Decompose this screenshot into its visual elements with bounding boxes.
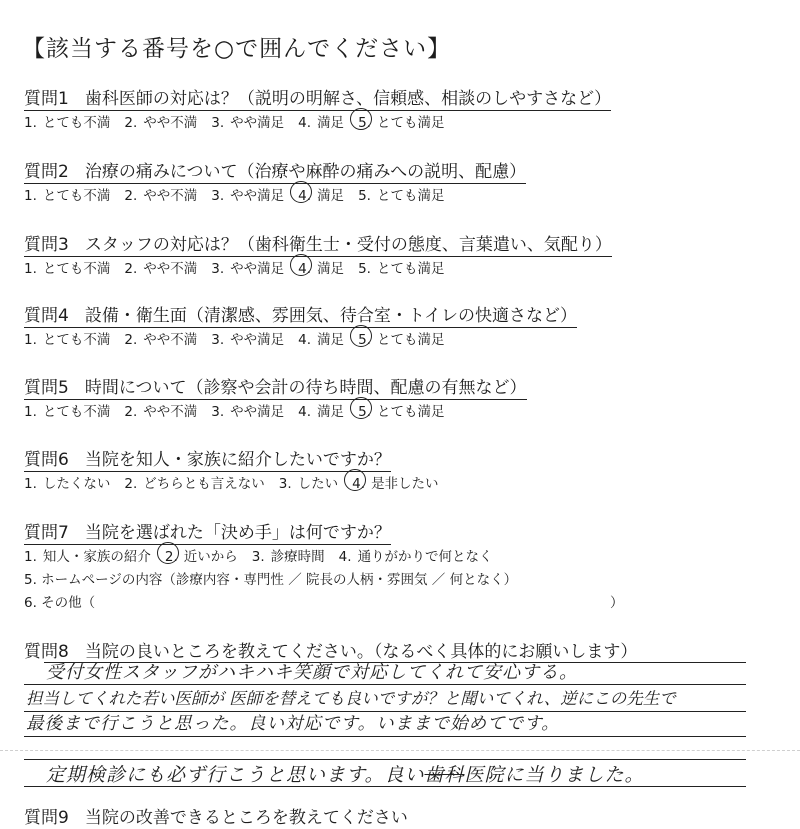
option-number: 2. [124, 404, 138, 420]
answer-options [24, 545, 507, 565]
option-label: やや不満 [143, 261, 198, 277]
handwritten-note-start: 定期検診にも必ず行こうと思います。良い [46, 764, 425, 786]
question-text: 当院の良いところを教えてください。（なるべく具体的にお願いします） [84, 642, 638, 662]
option-number: 3. [251, 549, 265, 565]
option-number: 4. [352, 476, 366, 492]
question-heading [24, 84, 611, 111]
handwritten-answer-line-2: 担当してくれた若い医師が 医師を替えても良いですが？と聞いてくれ、逆にこの先生で [26, 689, 676, 708]
answer-options [24, 257, 458, 277]
option-label: 近いから [183, 549, 238, 565]
answer-option[interactable] [124, 184, 197, 204]
answer-option[interactable] [24, 328, 110, 348]
option-label: とても満足 [376, 332, 445, 348]
option-label: とても不満 [42, 404, 111, 420]
question-heading [24, 803, 408, 829]
option-number: 4. [298, 332, 312, 348]
option-number: 1. [24, 549, 37, 565]
answer-option[interactable] [165, 545, 238, 565]
option-label: やや満足 [230, 261, 285, 277]
option-label: やや不満 [143, 115, 198, 131]
answer-option[interactable] [358, 184, 444, 204]
option-number: 1. [24, 188, 37, 204]
option-label: 満足 [317, 404, 345, 420]
question-number: 質問8 [24, 642, 69, 662]
option-label: 是非したい [371, 476, 439, 492]
option-number: 1. [24, 115, 37, 131]
handwritten-answer-line-3: 最後まで行こうと思った。良い対応です。いままで始めてです。 [26, 714, 560, 734]
option-label: やや不満 [143, 332, 198, 348]
answer-option[interactable] [124, 472, 264, 492]
selected-circle-mark [350, 325, 372, 347]
answer-option[interactable] [252, 545, 325, 565]
answer-option[interactable] [124, 257, 197, 277]
option-number: 1. [24, 332, 37, 348]
question-number: 質問6 [24, 450, 69, 470]
answer-option[interactable] [211, 257, 284, 277]
answer-options [24, 472, 453, 492]
option-label: やや満足 [230, 332, 285, 348]
answer-option[interactable] [298, 328, 344, 348]
answer-options [24, 328, 458, 348]
option-number: 4. [298, 404, 312, 420]
option-label: とても不満 [42, 188, 111, 204]
question-heading [24, 373, 527, 400]
option-label: やや不満 [143, 404, 198, 420]
answer-option[interactable] [124, 111, 197, 131]
question-number: 質問1 [24, 89, 69, 109]
option-label: とても不満 [42, 332, 111, 348]
option-label: 通りがかりで何となく [357, 549, 493, 565]
handwritten-note-end: 医院に当りました。 [464, 764, 645, 786]
option-label: とても不満 [42, 261, 111, 277]
option-label: どちらとも言えない [143, 476, 265, 492]
answer-option-other-close: ） [610, 595, 624, 611]
handwritten-answer-line-1: 受付女性スタッフがハキハキ笑顔で対応してくれて安心する。 [46, 662, 578, 683]
question-heading [24, 230, 612, 257]
option-number: 2. [164, 549, 178, 565]
option-number: 4. [298, 115, 312, 131]
selected-circle-mark [290, 181, 312, 203]
answer-option[interactable] [211, 328, 284, 348]
question-text: 治療の痛みについて（治療や麻酔の痛みへの説明、配慮） [84, 162, 527, 182]
answer-options [24, 111, 458, 131]
question-heading [24, 518, 391, 545]
option-number: 4. [298, 188, 312, 204]
option-number: 4. [338, 549, 352, 565]
answer-options [24, 184, 458, 204]
question-text: 設備・衛生面（清潔感、雰囲気、待合室・トイレの快適さなど） [84, 306, 577, 326]
answer-option[interactable] [339, 545, 493, 565]
option-number: 5. [358, 404, 371, 420]
option-label: 満足 [317, 188, 345, 204]
question-text: 歯科医師の対応は？（説明の明解さ、信頼感、相談のしやすさなど） [84, 89, 612, 109]
answer-options [24, 400, 458, 420]
option-number: 5. [358, 188, 371, 204]
answer-option[interactable] [24, 111, 110, 131]
answer-option[interactable] [352, 472, 438, 492]
question-number: 質問2 [24, 162, 69, 182]
option-label: したくない [42, 476, 111, 492]
selected-circle-mark [350, 108, 372, 130]
selected-circle-mark [350, 397, 372, 419]
question-text: スタッフの対応は？（歯科衛生士・受付の態度、言葉遣い、気配り） [84, 235, 612, 255]
answer-option[interactable] [124, 328, 197, 348]
answer-option[interactable] [358, 400, 444, 420]
option-label: やや不満 [143, 188, 198, 204]
option-label: とても満足 [376, 261, 445, 277]
option-number: 2. [124, 476, 138, 492]
question-heading [24, 445, 391, 472]
question-number: 質問9 [24, 808, 69, 828]
option-label: 満足 [317, 261, 345, 277]
question-heading [24, 157, 526, 184]
answer-option[interactable] [298, 111, 344, 131]
answer-option[interactable] [298, 400, 344, 420]
divider [0, 750, 800, 751]
answer-option[interactable] [298, 257, 344, 277]
answer-option[interactable] [24, 184, 110, 204]
option-label: とても満足 [376, 188, 445, 204]
option-number: 4. [298, 261, 312, 277]
question-number: 質問7 [24, 523, 69, 543]
option-label: とても不満 [42, 115, 111, 131]
question-number: 質問3 [24, 235, 69, 255]
question-text: 当院の改善できるところを教えてください [84, 808, 408, 828]
answer-option[interactable] [358, 111, 444, 131]
option-number: 2. [124, 261, 138, 277]
option-label: とても満足 [376, 115, 445, 131]
answer-option-other[interactable]: 6. その他（ [24, 595, 96, 611]
answer-option[interactable] [24, 400, 110, 420]
answer-option[interactable] [24, 472, 110, 492]
answer-option[interactable] [358, 257, 444, 277]
option-number: 5. [358, 115, 371, 131]
answer-option[interactable] [24, 257, 110, 277]
question-text: 時間について（診察や会計の待ち時間、配慮の有無など） [84, 378, 527, 398]
option-number: 3. [211, 188, 225, 204]
option-number: 2. [124, 188, 138, 204]
page-title: 【該当する番号を○で囲んでください】 [22, 36, 452, 62]
question-text: 当院を知人・家族に紹介したいですか？ [84, 450, 391, 470]
selected-circle-mark [157, 542, 179, 564]
option-number: 3. [211, 332, 225, 348]
option-number: 1. [24, 476, 37, 492]
option-label: 診療時間 [270, 549, 325, 565]
question-number: 質問4 [24, 306, 69, 326]
answer-option[interactable] [211, 400, 284, 420]
answer-option[interactable] [358, 328, 444, 348]
answer-option[interactable] [298, 184, 344, 204]
option-label: 満足 [317, 332, 345, 348]
struck-word: 歯科 [424, 764, 465, 786]
option-label: やや満足 [230, 404, 285, 420]
answer-option[interactable] [279, 472, 338, 492]
handwritten-note [46, 760, 645, 787]
option-label: したい [297, 476, 339, 492]
selected-circle-mark [344, 469, 366, 491]
answer-option[interactable] [24, 545, 151, 565]
answer-option[interactable] [211, 111, 284, 131]
option-number: 5. [358, 261, 371, 277]
option-number: 3. [211, 115, 225, 131]
answer-rule [24, 736, 746, 737]
option-label: 満足 [317, 115, 345, 131]
answer-option[interactable] [124, 400, 197, 420]
question-heading [24, 301, 577, 328]
answer-option[interactable] [211, 184, 284, 204]
option-number: 2. [124, 332, 138, 348]
option-number: 3. [211, 404, 225, 420]
selected-circle-mark [290, 254, 312, 276]
option-number: 3. [211, 261, 225, 277]
option-label: やや満足 [230, 115, 285, 131]
option-number: 1. [24, 404, 37, 420]
option-number: 2. [124, 115, 138, 131]
option-label: 知人・家族の紹介 [42, 549, 151, 565]
question-text: 当院を選ばれた「決め手」は何ですか？ [84, 523, 391, 543]
option-number: 3. [278, 476, 292, 492]
option-number: 1. [24, 261, 37, 277]
option-label: やや満足 [230, 188, 285, 204]
option-number: 5. [358, 332, 371, 348]
answer-option-extra[interactable]: 5. ホームページの内容（診療内容・専門性 ／ 院長の人柄・雰囲気 ／ 何となく） [24, 572, 518, 588]
question-number: 質問5 [24, 378, 69, 398]
option-label: とても満足 [376, 404, 445, 420]
